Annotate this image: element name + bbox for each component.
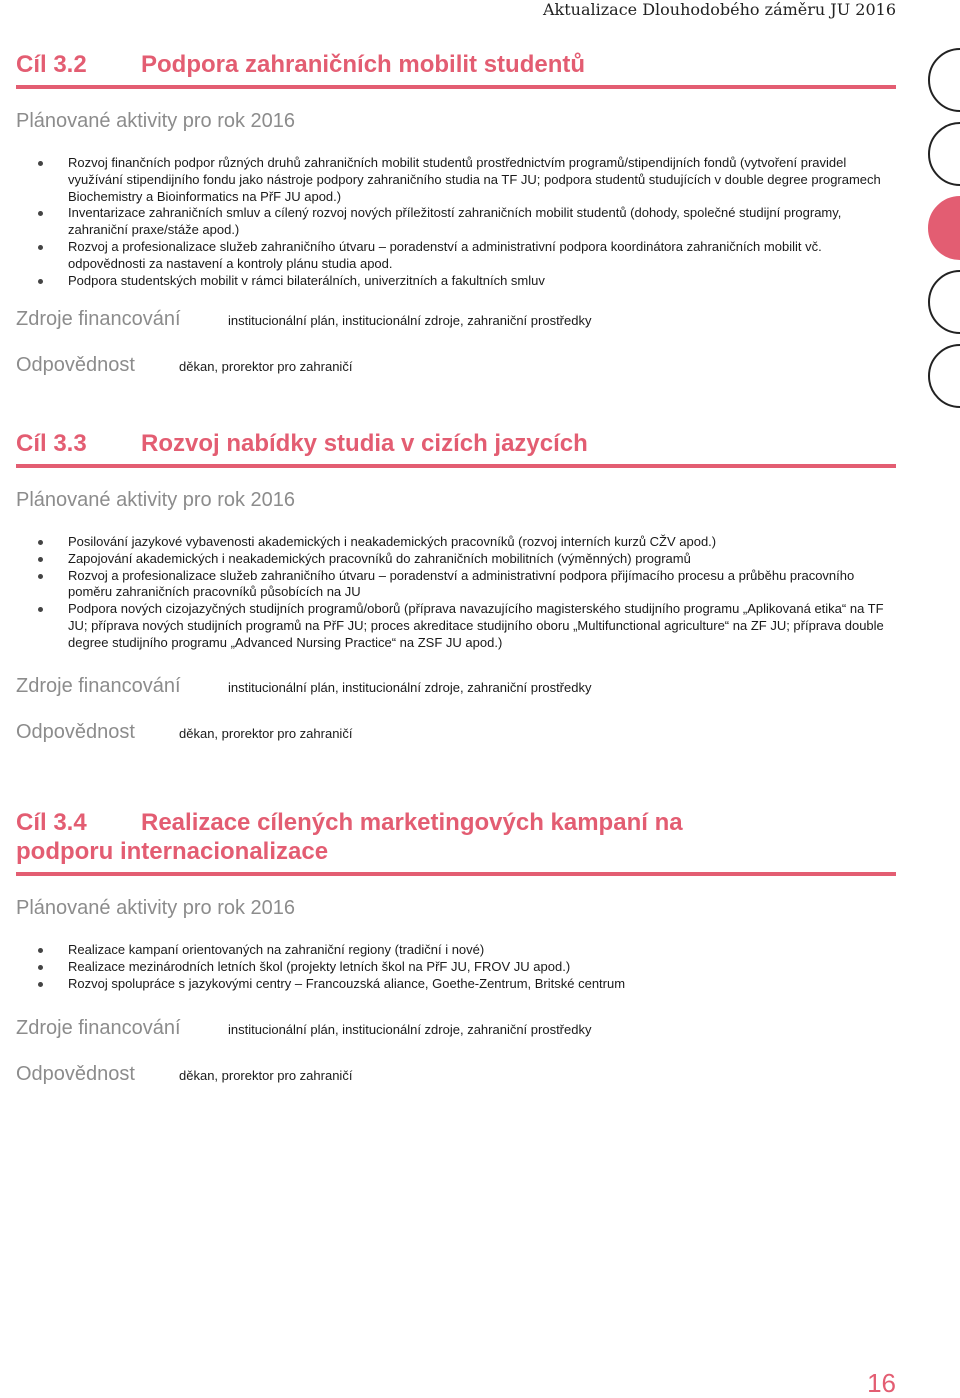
list-item: Rozvoj a profesionalizace služeb zahraničního útvaru – poradenství a administrativní podpora koordinátora zahraničních mobilit vč. odpovědnosti za nastavení a kontroly plánu studia apod.	[16, 239, 896, 273]
responsibility-row	[16, 1062, 896, 1092]
goal-number: Cíl 3.3	[16, 430, 87, 457]
side-tab-2[interactable]	[928, 122, 960, 186]
responsibility-row	[16, 353, 896, 383]
section-goal-3-4	[16, 808, 896, 1092]
funding-label: Zdroje financování	[16, 1017, 181, 1040]
side-tab-3-active[interactable]	[928, 196, 960, 260]
funding-value: institucionální plán, institucionální zdroje, zahraniční prostředky	[228, 1022, 592, 1038]
side-tab-5[interactable]	[928, 344, 960, 408]
responsibility-row	[16, 720, 896, 750]
funding-label: Zdroje financování	[16, 674, 181, 697]
funding-row	[16, 307, 896, 337]
responsibility-value: děkan, prorektor pro zahraničí	[179, 359, 353, 375]
list-item: Realizace mezinárodních letních škol (projekty letních škol na PřF JU, FROV JU apod.)	[16, 959, 896, 976]
funding-value: institucionální plán, institucionální zdroje, zahraniční prostředky	[228, 313, 592, 329]
activities-subtitle: Plánované aktivity pro rok 2016	[16, 489, 296, 511]
responsibility-value: děkan, prorektor pro zahraničí	[179, 725, 353, 741]
funding-label: Zdroje financování	[16, 308, 181, 331]
activities-subtitle: Plánované aktivity pro rok 2016	[16, 110, 296, 132]
list-item: Realizace kampaní orientovaných na zahraniční regiony (tradiční i nové)	[16, 942, 896, 959]
side-tab-4[interactable]	[928, 270, 960, 334]
list-item: Zapojování akademických i neakademických pracovníků do zahraničních mobilitních (výměnných) programů	[16, 551, 896, 568]
activities-list	[16, 534, 896, 652]
running-header: Aktualizace Dlouhodobého záměru JU 2016	[542, 0, 896, 19]
goal-title: Podpora zahraničních mobilit studentů	[141, 51, 586, 78]
goal-heading	[16, 50, 896, 89]
list-item: Podpora studentských mobilit v rámci bilaterálních, univerzitních a fakultních smluv	[16, 273, 896, 290]
list-item: Rozvoj a profesionalizace služeb zahraničního útvaru – poradenství a administrativní podpora přijímacího procesu a průběhu pracovního poměru zahraničních pracovníků působících na JU	[16, 568, 896, 602]
goal-underline	[16, 872, 896, 876]
funding-value: institucionální plán, institucionální zdroje, zahraniční prostředky	[228, 679, 592, 695]
responsibility-label: Odpovědnost	[16, 1063, 135, 1086]
goal-heading	[16, 429, 896, 468]
goal-heading	[16, 808, 776, 866]
list-item: Posilování jazykové vybavenosti akademických i neakademických pracovníků (rozvoj interních kurzů CŽV apod.)	[16, 534, 896, 551]
list-item: Inventarizace zahraničních smluv a cílený rozvoj nových příležitostí zahraničních mobilit studentů (dohody, společné studijní programy, zahraniční praxe/stáže apod.)	[16, 205, 896, 239]
responsibility-label: Odpovědnost	[16, 720, 135, 743]
responsibility-label: Odpovědnost	[16, 354, 135, 377]
funding-row	[16, 1016, 896, 1046]
responsibility-value: děkan, prorektor pro zahraničí	[179, 1068, 353, 1084]
goal-number: Cíl 3.4	[16, 809, 87, 836]
section-goal-3-3	[16, 429, 896, 750]
activities-subtitle: Plánované aktivity pro rok 2016	[16, 897, 296, 919]
list-item: Podpora nových cizojazyčných studijních programů/oborů (příprava navazujícího magisterského studijního programu „Aplikovaná etika“ na TF JU; příprava nových studijních programů na PřF JU; proces akreditace studijního oboru „Multifunctional agriculture“ na ZF JU; příprava double degree studijního programu „Advanced Nursing Practice“ na ZSF JU apod.)	[16, 601, 896, 651]
activities-list	[16, 155, 896, 289]
page-number: 16	[867, 1368, 896, 1398]
list-item: Rozvoj spolupráce s jazykovými centry – Francouzská aliance, Goethe-Zentrum, Britské centrum	[16, 976, 896, 993]
activities-list	[16, 942, 896, 992]
funding-row	[16, 674, 896, 704]
section-goal-3-2	[16, 50, 896, 383]
goal-title: Realizace cílených marketingových kampaní na podporu internacionalizace	[16, 809, 683, 865]
side-tab-1[interactable]	[928, 48, 960, 112]
goal-number: Cíl 3.2	[16, 51, 87, 78]
goal-title: Rozvoj nabídky studia v cizích jazycích	[141, 430, 588, 457]
list-item: Rozvoj finančních podpor různých druhů zahraničních mobilit studentů prostřednictvím programů/stipendijních fondů (vytvoření pravidel využívání stipendijního fondu jako nástroje podpory zahraničního studia na TF JU; podpora studentů studujících v double degree programech Biochemistry a Bioinformatics na PřF JU apod.)	[16, 155, 896, 205]
